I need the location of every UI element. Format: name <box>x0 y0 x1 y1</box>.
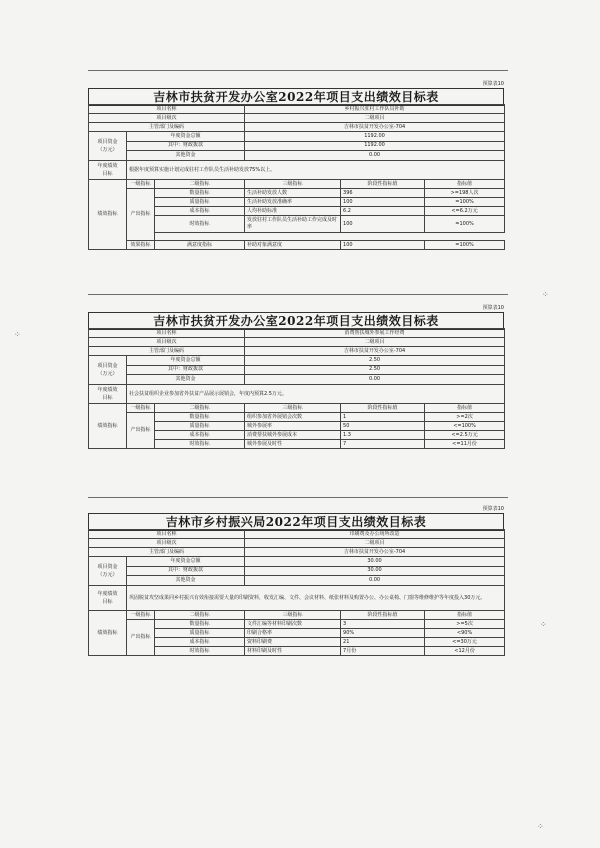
indicator-stage: 7 <box>341 440 425 449</box>
label-name: 项目名称 <box>89 530 245 539</box>
scan-edge <box>88 70 508 71</box>
indicator-l2: 成本指标 <box>155 207 245 216</box>
label-total: 年度资金总额 <box>127 356 245 366</box>
header-l3: 三级指标 <box>245 611 341 620</box>
scan-edge <box>88 294 508 295</box>
header-stage: 阶段性指标值 <box>341 404 425 413</box>
fiscal-funds: 1192.00 <box>245 141 505 151</box>
indicator-l2: 成本指标 <box>155 638 245 647</box>
indicator-value: >=198人次 <box>425 189 505 198</box>
indicator-l2: 质量指标 <box>155 198 245 207</box>
header-value: 指标值 <box>425 404 505 413</box>
indicator-stage: 396 <box>341 189 425 198</box>
label-other: 其他资金 <box>127 151 245 161</box>
indicator-value: >=5次 <box>425 620 505 629</box>
annual-goal: 社会扶贫组织企业参加省外扶贫产品展示展销会，年度内预算2.5万元。 <box>127 385 505 404</box>
label-indicators: 绩效指标 <box>89 180 127 250</box>
header-l2: 二级指标 <box>155 404 245 413</box>
indicator-stage: 1 <box>341 413 425 422</box>
header-stage: 阶段性指标值 <box>341 180 425 189</box>
table-title: 吉林市扶贫开发办公室2022年项目支出绩效目标表 <box>88 88 504 106</box>
indicator-value: <=2.5万元 <box>425 431 505 440</box>
fiscal-funds: 30.00 <box>245 566 505 576</box>
label-name: 项目名称 <box>89 329 245 338</box>
project-name: 消费帮扶城外参展工作经费 <box>245 329 505 338</box>
other-funds: 0.00 <box>245 375 505 385</box>
label-effect: 效果指标 <box>127 241 155 250</box>
indicator-value: =100% <box>425 241 505 250</box>
indicator-l3: 生活补助发放人数 <box>245 189 341 198</box>
label-indicators: 绩效指标 <box>89 404 127 449</box>
dept-code: 吉林市扶贫开发办公室-704 <box>245 548 505 557</box>
table-ref: 预算表10 <box>482 506 504 512</box>
header-stage: 阶段性指标值 <box>341 611 425 620</box>
indicator-stage: 1.3 <box>341 431 425 440</box>
scan-edge <box>88 497 508 498</box>
indicator-value: <=11月份 <box>425 440 505 449</box>
label-total: 年度资金总额 <box>127 132 245 142</box>
fiscal-funds: 2.50 <box>245 365 505 375</box>
project-name: 乡村振兴驻村工作队员补助 <box>245 105 505 114</box>
label-output: 产出指标 <box>127 413 155 449</box>
indicator-l2: 质量指标 <box>155 629 245 638</box>
label-goal: 年度绩效 目标 <box>89 586 127 611</box>
label-output: 产出指标 <box>127 620 155 656</box>
indicator-stage: 7月份 <box>341 647 425 656</box>
project-level: 二级项目 <box>245 338 505 347</box>
indicator-value: =100% <box>425 216 505 233</box>
indicator-l3: 材料印刷及时性 <box>245 647 341 656</box>
label-other: 其他资金 <box>127 576 245 586</box>
label-output: 产出指标 <box>127 189 155 241</box>
total-funds: 2.50 <box>245 356 505 366</box>
header-l3: 三级指标 <box>245 180 341 189</box>
indicator-l3: 发放驻村工作队员生活补助工作完成及时率 <box>245 216 341 233</box>
indicator-stage: 3 <box>341 620 425 629</box>
indicator-value: >=2次 <box>425 413 505 422</box>
table-title: 吉林市扶贫开发办公室2022年项目支出绩效目标表 <box>88 312 504 330</box>
header-value: 指标值 <box>425 180 505 189</box>
indicator-l3: 文件汇编等材料印刷次数 <box>245 620 341 629</box>
header-value: 指标值 <box>425 611 505 620</box>
indicator-stage: 21 <box>341 638 425 647</box>
indicator-stage: 100 <box>341 241 425 250</box>
header-l3: 三级指标 <box>245 404 341 413</box>
label-fiscal: 其中：财政拨款 <box>127 141 245 151</box>
indicator-l3: 印刷合格率 <box>245 629 341 638</box>
label-level: 项目级次 <box>89 338 245 347</box>
label-fiscal: 其中：财政拨款 <box>127 566 245 576</box>
indicator-l3: 城外参展率 <box>245 422 341 431</box>
indicator-l2: 数量指标 <box>155 413 245 422</box>
header-l1: 一级指标 <box>127 404 155 413</box>
label-goal: 年度绩效 目标 <box>89 385 127 404</box>
indicator-l2: 时效指标 <box>155 647 245 656</box>
header-l1: 一级指标 <box>127 611 155 620</box>
indicator-l3: 生活补助发放准确率 <box>245 198 341 207</box>
indicator-l2: 成本指标 <box>155 431 245 440</box>
indicator-l3: 资料印刷费 <box>245 638 341 647</box>
table-ref: 预算表10 <box>482 81 504 87</box>
indicator-l2: 满意度指标 <box>155 241 245 250</box>
project-level: 二级项目 <box>245 114 505 123</box>
indicator-l2: 时效指标 <box>155 216 245 233</box>
scan-speck: ⁘ <box>537 822 544 831</box>
indicator-l3: 消费帮扶城外参展成本 <box>245 431 341 440</box>
other-funds: 0.00 <box>245 576 505 586</box>
table-title: 吉林市乡村振兴局2022年项目支出绩效目标表 <box>88 513 504 531</box>
project-name: 印刷费及办公场所改造 <box>245 530 505 539</box>
indicator-stage: 100 <box>341 216 425 233</box>
header-l2: 二级指标 <box>155 611 245 620</box>
label-indicators: 绩效指标 <box>89 611 127 656</box>
label-goal: 年度绩效 目标 <box>89 161 127 180</box>
project-level: 二级项目 <box>245 539 505 548</box>
header-l2: 二级指标 <box>155 180 245 189</box>
indicator-value: <=6.2万元 <box>425 207 505 216</box>
label-level: 项目级次 <box>89 114 245 123</box>
indicator-l2: 时效指标 <box>155 440 245 449</box>
indicator-l3: 组织参加省外展销会次数 <box>245 413 341 422</box>
indicator-value: <=30万元 <box>425 638 505 647</box>
scan-speck: ⁘ <box>542 290 549 299</box>
annual-goal: 根据年度预算实施计划完成驻村工作队员生活补助发放75%以上。 <box>127 161 505 180</box>
total-funds: 30.00 <box>245 557 505 567</box>
dept-code: 吉林市扶贫开发办公室-704 <box>245 347 505 356</box>
label-total: 年度资金总额 <box>127 557 245 567</box>
scan-speck: ⁘ <box>540 620 547 629</box>
indicator-value: =100% <box>425 198 505 207</box>
indicator-stage: 90% <box>341 629 425 638</box>
indicator-l2: 数量指标 <box>155 189 245 198</box>
label-other: 其他资金 <box>127 375 245 385</box>
indicator-value: <=100% <box>425 422 505 431</box>
table-ref: 预算表10 <box>482 305 504 311</box>
indicator-stage: 100 <box>341 198 425 207</box>
indicator-l3: 补助对象满意度 <box>245 241 341 250</box>
label-funds: 项目资金 （万元） <box>89 356 127 385</box>
label-fiscal: 其中：财政拨款 <box>127 365 245 375</box>
budget-table-2 <box>88 300 504 495</box>
budget-table-1 <box>88 74 504 294</box>
indicator-stage: 50 <box>341 422 425 431</box>
indicator-stage: 6.2 <box>341 207 425 216</box>
header-l1: 一级指标 <box>127 180 155 189</box>
total-funds: 1192.00 <box>245 132 505 142</box>
budget-table-3 <box>88 500 504 700</box>
label-name: 项目名称 <box>89 105 245 114</box>
label-level: 项目级次 <box>89 539 245 548</box>
annual-goal: 巩固脱贫攻坚成果同乡村振兴有效衔接需要大量的印刷资料，收发汇编、文件、会议材料、纸张材料及购置办公、办公桌椅、门窗等维修维护等年度投入30万元。 <box>127 586 505 611</box>
indicator-l2: 质量指标 <box>155 422 245 431</box>
label-dept: 主管部门及编码 <box>89 347 245 356</box>
label-dept: 主管部门及编码 <box>89 548 245 557</box>
dept-code: 吉林市扶贫开发办公室-704 <box>245 123 505 132</box>
label-funds: 项目资金 （万元） <box>89 132 127 161</box>
label-dept: 主管部门及编码 <box>89 123 245 132</box>
scan-speck: ⁘ <box>14 330 21 339</box>
indicator-l3: 人均补助标准 <box>245 207 341 216</box>
indicator-l2: 数量指标 <box>155 620 245 629</box>
other-funds: 0.00 <box>245 151 505 161</box>
indicator-value: <90% <box>425 629 505 638</box>
label-funds: 项目资金 （万元） <box>89 557 127 586</box>
indicator-l3: 城外参展及时性 <box>245 440 341 449</box>
indicator-value: <12月份 <box>425 647 505 656</box>
